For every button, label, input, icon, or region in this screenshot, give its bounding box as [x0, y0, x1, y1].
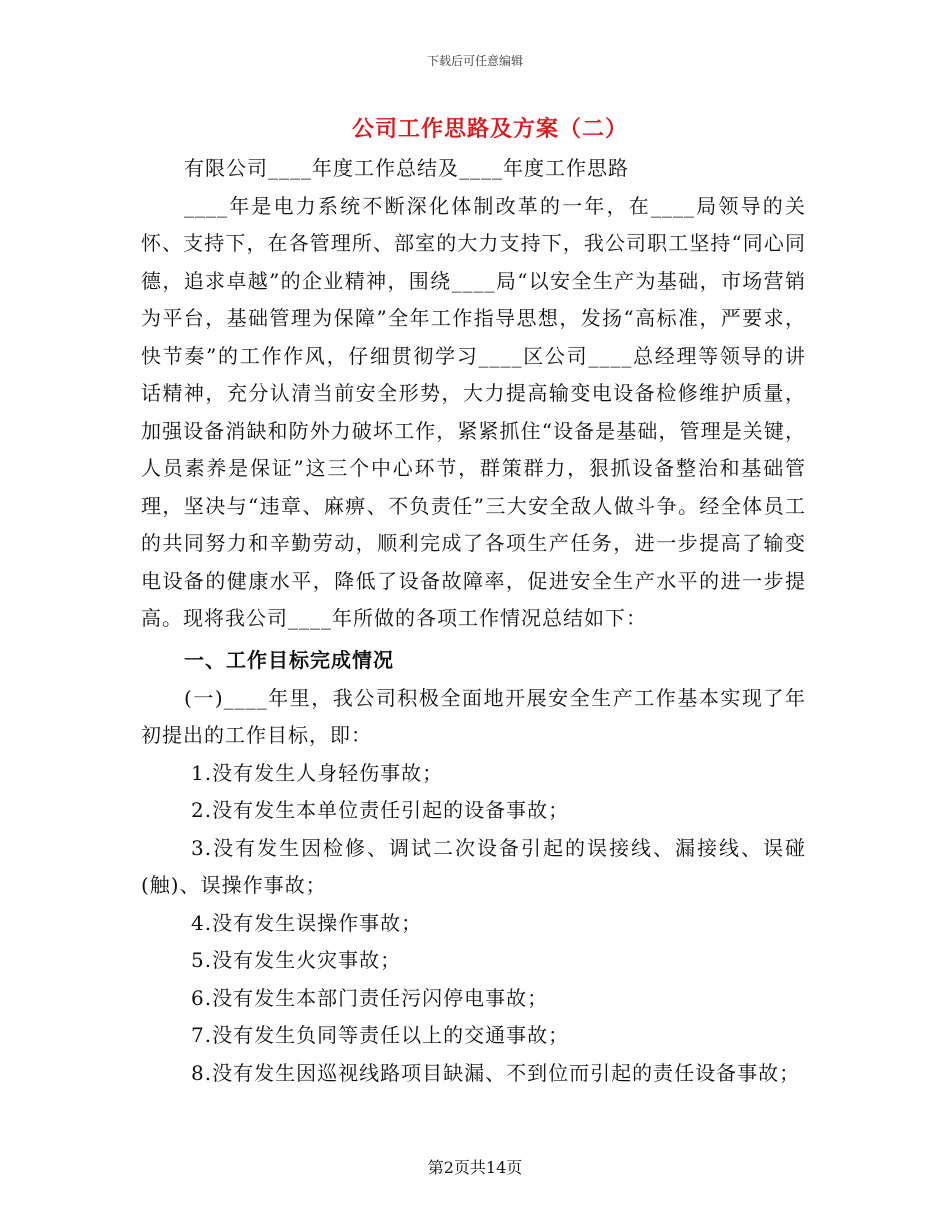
list-item: 8.没有发生因巡视线路项目缺漏、不到位而引起的责任设备事故；: [191, 1060, 801, 1085]
section-heading: 一、工作目标完成情况: [184, 647, 394, 672]
document-title: 公司工作思路及方案（二）: [351, 116, 628, 142]
header-note: 下载后可任意编辑: [426, 54, 523, 68]
list-item: 5.没有发生火灾事故；: [191, 948, 402, 972]
document-body: [141, 150, 806, 1092]
list-item: 7.没有发生负同等责任以上的交通事故；: [191, 1023, 570, 1047]
subsection-intro: (一)____年里，我公司积极全面地开展安全生产工作基本实现了年初提出的工作目标，即：: [141, 685, 806, 747]
intro-paragraph: ____年是电力系统不断深化体制改革的一年，在____局领导的关怀、支持下，在各管理所、部室的大力支持下，我公司职工坚持“同心同德，追求卓越”的企业精神，围绕____局“以安全生产为基础，市场营销为平台，基础管理为保障”全年工作指导思想，发扬“高标准，严要求，快节奏”的工作作风，仔细贯彻学习____区公司____总经理等领导的讲话精神，充分认清当前安全形势，大力提高输变电设备检修维护质量，加强设备消缺和防外力破坏工作，紧紧抓住“设备是基础，管理是关键，人员素养是保证”这三个中心环节，群策群力，狠抓设备整治和基础管理，坚决与“违章、麻痹、不负责任”三大安全敌人做斗争。经全体员工的共同努力和辛勤劳动，顺利完成了各项生产任务，进一步提高了输变电设备的健康水平，降低了设备故障率，促进安全生产水平的进一步提高。现将我公司____年所做的各项工作情况总结如下：: [141, 193, 806, 630]
report-subtitle: 有限公司____年度工作总结及____年度工作思路: [184, 156, 629, 180]
list-item: 2.没有发生本单位责任引起的设备事故；: [191, 798, 570, 822]
list-item: 3.没有发生因检修、调试二次设备引起的误接线、漏接线、误碰(触)、误操作事故；: [141, 835, 806, 897]
list-item: 1.没有发生人身轻伤事故；: [191, 760, 444, 785]
list-item: 6.没有发生本部门责任污闪停电事故；: [191, 985, 549, 1010]
page-number-footer: 第2页共14页: [427, 1158, 523, 1177]
list-item: 4.没有发生误操作事故；: [191, 910, 423, 935]
